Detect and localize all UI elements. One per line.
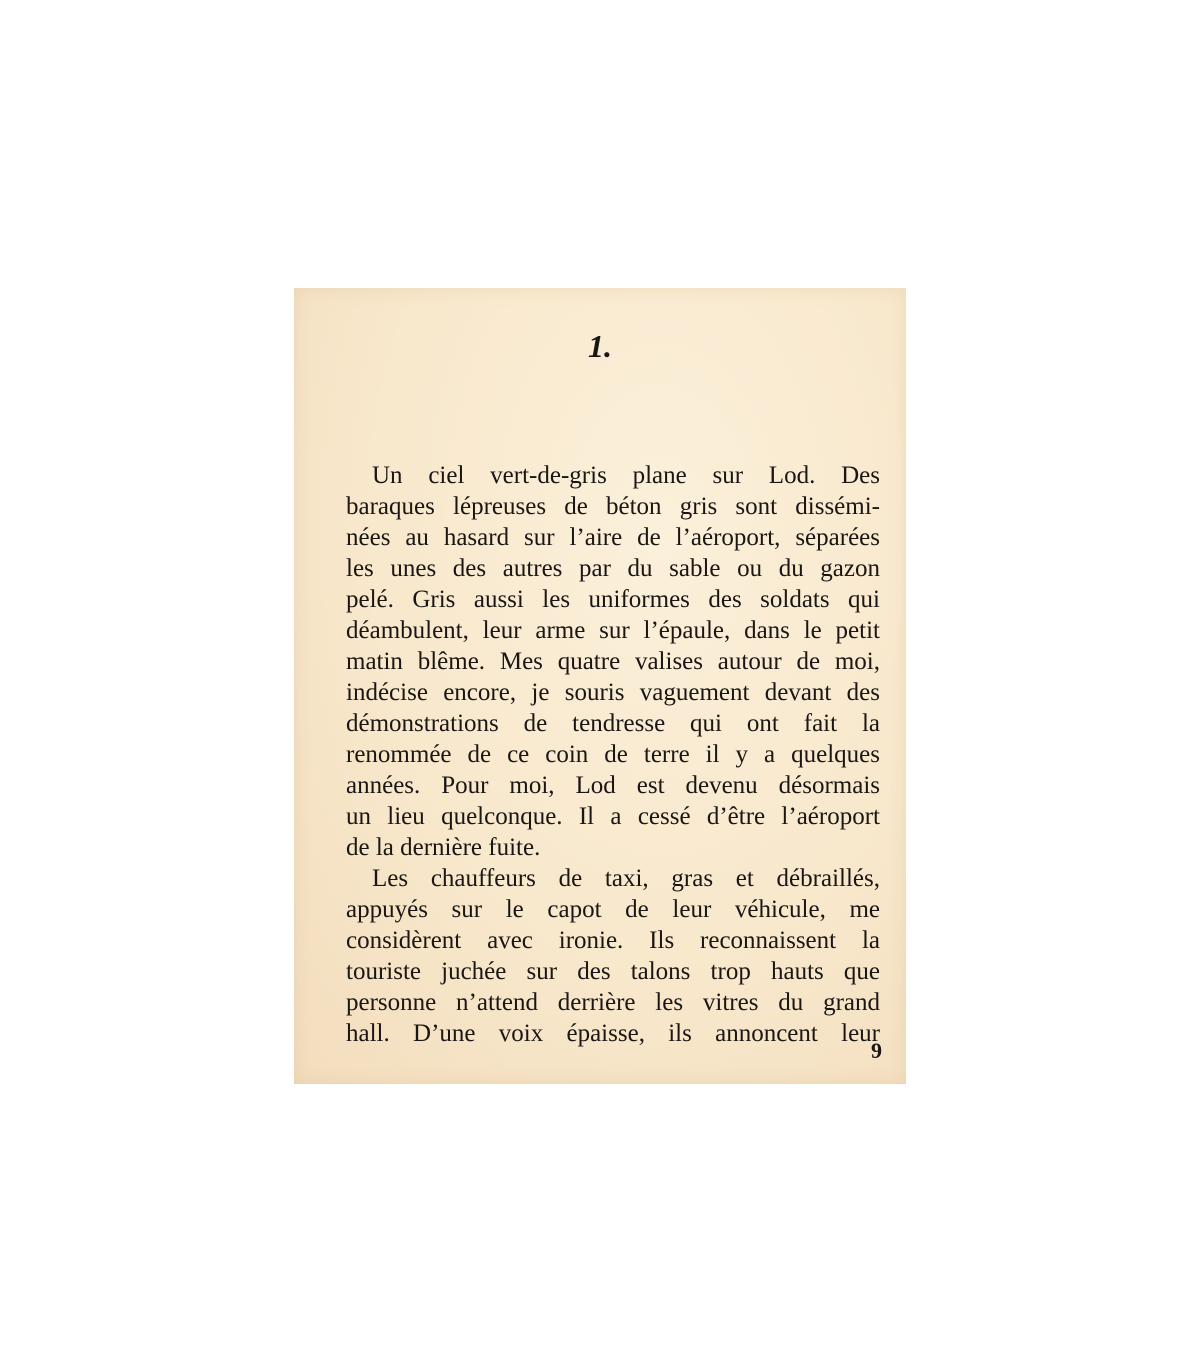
- paragraph-2-line-2: appuyés sur le capot de leur véhicule, me: [346, 896, 880, 923]
- paragraph-1-line-12: un lieu quelconque. Il a cessé d’être l’aéroport: [346, 803, 880, 830]
- paragraph-2-line-1: Les chauffeurs de taxi, gras et débraillés,: [372, 865, 880, 892]
- paragraph-2-line-6: hall. D’une voix épaisse, ils annoncent leur: [346, 1020, 880, 1047]
- chapter-number: 1.: [588, 328, 612, 364]
- paragraph-1-line-5: pelé. Gris aussi les uniformes des soldats qui: [346, 586, 880, 613]
- paragraph-2-line-5: personne n’attend derrière les vitres du grand: [346, 989, 880, 1016]
- paragraph-1-line-11: années. Pour moi, Lod est devenu désormais: [346, 772, 880, 799]
- paragraph-1-line-8: indécise encore, je souris vaguement devant des: [346, 679, 880, 706]
- page-number: 9: [871, 1038, 882, 1063]
- paragraph-2-line-3: considèrent avec ironie. Ils reconnaissent la: [346, 927, 880, 954]
- paragraph-1-line-2: baraques lépreuses de béton gris sont dissémi-: [346, 493, 880, 520]
- paragraph-1-line-9: démonstrations de tendresse qui ont fait la: [346, 710, 880, 737]
- paragraph-1-line-13: de la dernière fuite.: [346, 834, 541, 861]
- paragraph-1-line-6: déambulent, leur arme sur l’épaule, dans le petit: [346, 617, 880, 644]
- paragraph-1-line-10: renommée de ce coin de terre il y a quelques: [346, 741, 880, 768]
- paragraph-1-line-7: matin blême. Mes quatre valises autour de moi,: [346, 648, 880, 675]
- body-text: [346, 460, 880, 1049]
- paragraph-1-line-3: nées au hasard sur l’aire de l’aéroport, séparées: [346, 524, 880, 551]
- book-page: [294, 288, 906, 1084]
- paragraph-1-line-4: les unes des autres par du sable ou du gazon: [346, 555, 880, 582]
- paragraph-1-line-1: Un ciel vert-de-gris plane sur Lod. Des: [372, 462, 880, 489]
- paragraph-2-line-4: touriste juchée sur des talons trop hauts que: [346, 958, 880, 985]
